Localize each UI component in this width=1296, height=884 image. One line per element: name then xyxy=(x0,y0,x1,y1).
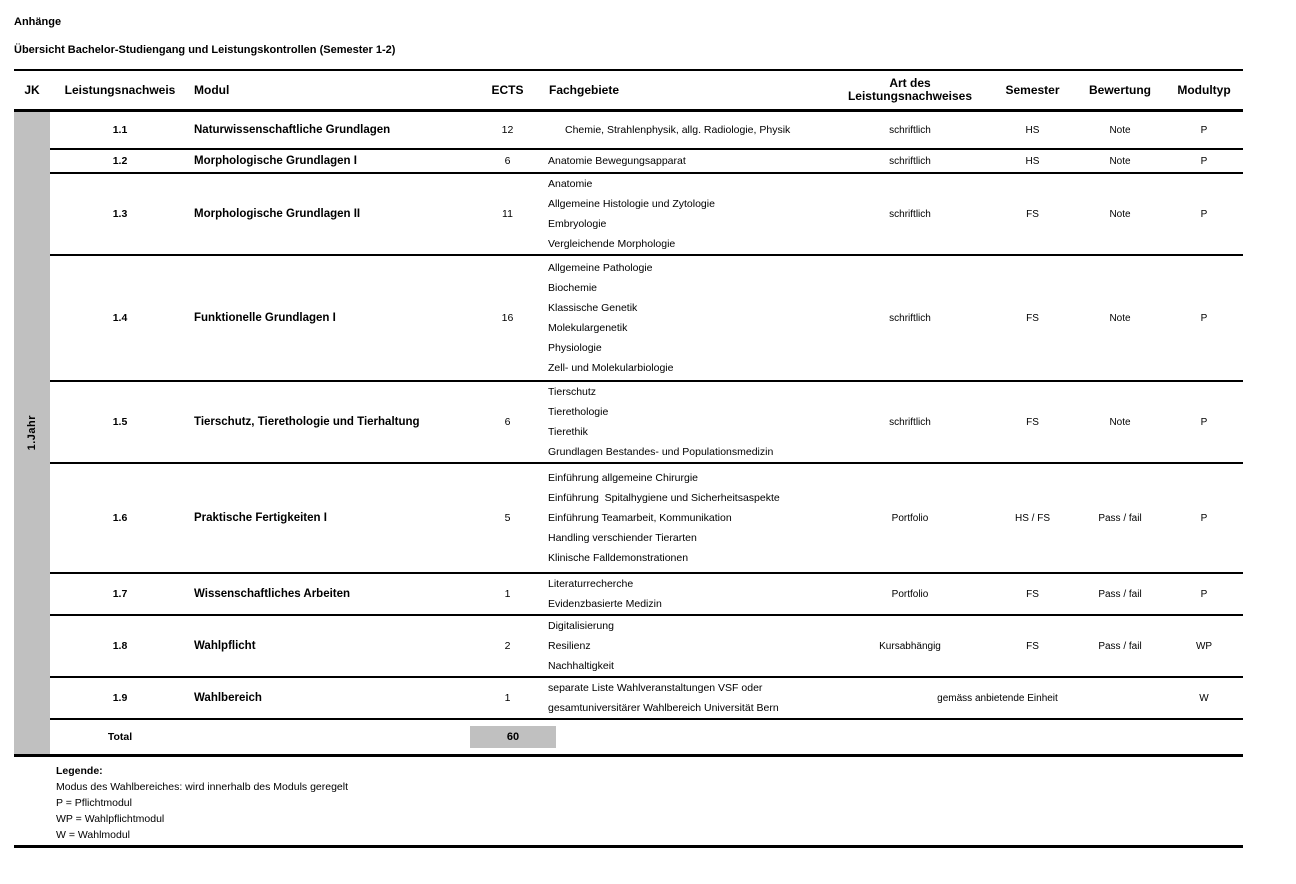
art-cell: schriftlich xyxy=(889,155,931,167)
total-label: Total xyxy=(107,731,133,743)
legend-line: P = Pflichtmodul xyxy=(56,797,132,809)
modultyp-cell: P xyxy=(1200,512,1208,524)
column-header-semester: Semester xyxy=(1005,82,1060,97)
modul-cell: Wahlbereich xyxy=(194,692,262,704)
ects-cell: 6 xyxy=(504,416,511,428)
art-cell: Portfolio xyxy=(891,512,929,524)
modultyp-cell: P xyxy=(1200,208,1208,220)
total-ects-highlight: 60 xyxy=(470,726,556,748)
jk-year-label: 1.Jahr xyxy=(26,415,38,451)
fachgebiete-cell: Einführung allgemeine Chirurgie Einführung Spitalhygiene und Sicherheitsaspekte Einführung Teamarbeit, Kommunikation Handling verschiender Tierarten Klinische Falldemonstrationen xyxy=(548,472,780,564)
legend-line: Modus des Wahlbereiches: wird innerhalb des Moduls geregelt xyxy=(56,781,349,793)
modultyp-cell: P xyxy=(1200,588,1208,600)
page-subtitle: Übersicht Bachelor-Studiengang und Leistungskontrollen (Semester 1-2) xyxy=(14,44,396,56)
ects-cell: 16 xyxy=(501,312,514,324)
fachgebiete-cell: Anatomie Allgemeine Histologie und Zytologie Embryologie Vergleichende Morphologie xyxy=(548,178,715,250)
fachgebiete-cell: Digitalisierung Resilienz Nachhaltigkeit xyxy=(548,620,614,672)
table-header-row xyxy=(14,69,1243,112)
table-row xyxy=(50,382,1243,464)
modul-cell: Morphologische Grundlagen I xyxy=(194,155,357,167)
art-cell: schriftlich xyxy=(889,208,931,220)
ects-cell: 1 xyxy=(504,588,511,600)
bewertung-cell: Note xyxy=(1109,312,1131,324)
total-ects-cell xyxy=(470,726,545,748)
semester-cell: FS xyxy=(1026,208,1039,220)
bewertung-cell: Note xyxy=(1109,124,1131,136)
table-row xyxy=(50,678,1243,720)
table-row xyxy=(50,574,1243,616)
art-cell: schriftlich xyxy=(889,416,931,428)
art-cell: Kursabhängig xyxy=(879,640,941,652)
table-row xyxy=(50,256,1243,382)
page-bottom-rule xyxy=(14,845,1243,848)
ects-cell: 1 xyxy=(504,692,511,704)
modul-cell: Funktionelle Grundlagen I xyxy=(194,312,336,324)
column-header-leistungsnachweis: Leistungsnachweis xyxy=(64,82,176,97)
bewertung-cell: Pass / fail xyxy=(1098,640,1142,652)
legend-line: WP = Wahlpflichtmodul xyxy=(56,813,165,825)
ects-cell: 5 xyxy=(504,512,511,524)
table-row xyxy=(50,174,1243,256)
column-header-bewertung: Bewertung xyxy=(1088,82,1151,97)
legend xyxy=(56,763,1257,843)
bewertung-cell: Note xyxy=(1109,155,1131,167)
modultyp-cell: P xyxy=(1200,155,1208,167)
semester-cell: HS / FS xyxy=(1014,512,1050,524)
legend-line: W = Wahlmodul xyxy=(56,829,131,841)
ects-cell: 6 xyxy=(504,155,511,167)
modul-cell: Tierschutz, Tierethologie und Tierhaltung xyxy=(194,416,420,428)
bewertung-cell: Note xyxy=(1109,208,1131,220)
leistungsnachweis-cell: 1.1 xyxy=(112,124,128,136)
column-header-fachgebiete: Fachgebiete xyxy=(549,82,620,97)
modultyp-cell: W xyxy=(1199,692,1209,704)
fachgebiete-cell: Chemie, Strahlenphysik, allg. Radiologie, Physik xyxy=(565,124,791,136)
leistungsnachweis-cell: 1.2 xyxy=(112,155,128,167)
column-header-modul: Modul xyxy=(194,82,230,97)
semester-cell: FS xyxy=(1026,416,1039,428)
leistungsnachweis-cell: 1.4 xyxy=(112,312,128,324)
leistungsnachweis-cell: 1.8 xyxy=(112,640,128,652)
leistungsnachweis-cell: 1.6 xyxy=(112,512,128,524)
table-body xyxy=(14,112,1243,757)
table-row xyxy=(50,112,1243,150)
bewertung-cell: Note xyxy=(1109,416,1131,428)
column-header-art-line2: Leistungsnachweises xyxy=(847,89,973,103)
modul-cell: Praktische Fertigkeiten I xyxy=(194,512,327,524)
ects-cell: 2 xyxy=(504,640,511,652)
semester-cell: FS xyxy=(1026,312,1039,324)
semester-cell: FS xyxy=(1026,640,1039,652)
modultyp-cell: WP xyxy=(1195,640,1213,652)
legend-title: Legende: xyxy=(56,765,103,777)
table-rows xyxy=(50,112,1243,754)
fachgebiete-cell: Allgemeine Pathologie Biochemie Klassische Genetik Molekulargenetik Physiologie Zell- und Molekularbiologie xyxy=(548,262,674,374)
semester-cell: HS xyxy=(1025,124,1040,136)
fachgebiete-cell: Anatomie Bewegungsapparat xyxy=(548,155,686,167)
modultyp-cell: P xyxy=(1200,312,1208,324)
modul-cell: Wissenschaftliches Arbeiten xyxy=(194,588,351,600)
column-header-modultyp: Modultyp xyxy=(1177,82,1231,97)
semester-cell: FS xyxy=(1026,588,1039,600)
bewertung-cell: Pass / fail xyxy=(1098,588,1142,600)
table-row xyxy=(50,616,1243,678)
modul-cell: Wahlpflicht xyxy=(194,640,256,652)
modul-cell: Morphologische Grundlagen II xyxy=(194,208,361,220)
table-row xyxy=(50,150,1243,174)
leistungsnachweis-cell: 1.7 xyxy=(112,588,128,600)
fachgebiete-cell: Tierschutz Tierethologie Tierethik Grundlagen Bestandes- und Populationsmedizin xyxy=(548,386,774,458)
program-table xyxy=(14,69,1243,757)
column-header-ects: ECTS xyxy=(491,82,524,97)
leistungsnachweis-cell: 1.3 xyxy=(112,208,128,220)
table-row xyxy=(50,464,1243,574)
column-header-art-line1: Art des xyxy=(889,76,931,90)
leistungsnachweis-cell: 1.5 xyxy=(112,416,128,428)
art-cell: schriftlich xyxy=(889,124,931,136)
column-header-art xyxy=(830,77,990,103)
art-cell: schriftlich xyxy=(889,312,931,324)
jk-year-band xyxy=(14,112,50,754)
fachgebiete-cell: separate Liste Wahlveranstaltungen VSF oder gesamtuniversitärer Wahlbereich Universität Bern xyxy=(548,682,779,714)
modultyp-cell: P xyxy=(1200,416,1208,428)
leistungsnachweis-cell: 1.9 xyxy=(112,692,128,704)
fachgebiete-cell: Literaturrecherche Evidenzbasierte Medizin xyxy=(548,578,662,610)
modultyp-cell: P xyxy=(1200,124,1208,136)
column-header-jk: JK xyxy=(24,82,40,97)
art-semester-bewertung-span-cell: gemäss anbietende Einheit xyxy=(937,692,1058,704)
ects-cell: 12 xyxy=(501,124,514,136)
art-cell: Portfolio xyxy=(891,588,929,600)
modul-cell: Naturwissenschaftliche Grundlagen xyxy=(194,124,391,136)
total-row xyxy=(50,720,1243,754)
page-title: Anhänge xyxy=(14,16,62,28)
bewertung-cell: Pass / fail xyxy=(1098,512,1142,524)
semester-cell: HS xyxy=(1025,155,1040,167)
ects-cell: 11 xyxy=(502,208,513,220)
